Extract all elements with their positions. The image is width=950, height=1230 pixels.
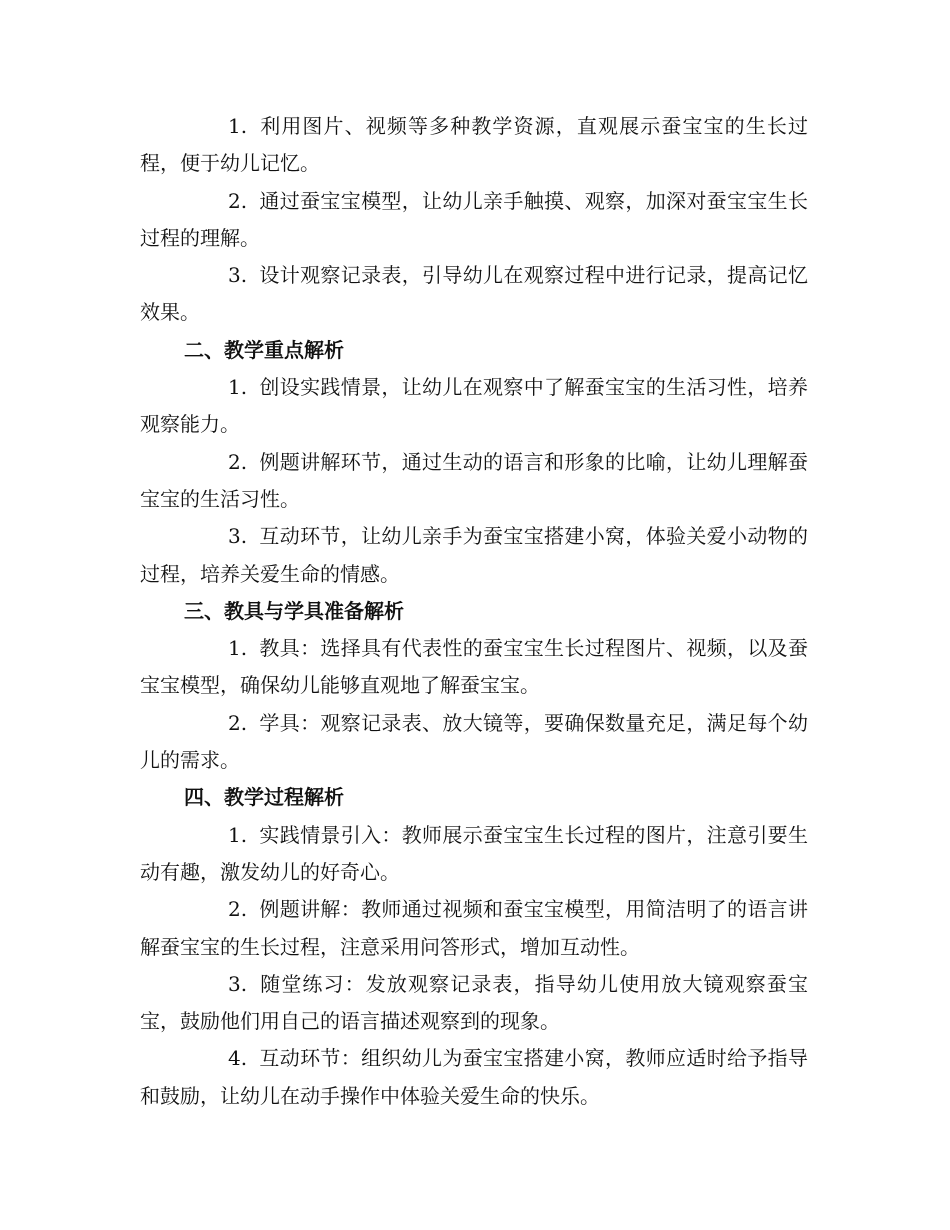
item-text: 互动环节：组织幼儿为蚕宝宝搭建小窝，教师应适时给予指导和鼓励，让幼儿在动手操作中体验关爱生命的快乐。	[140, 1046, 808, 1108]
item-text: 实践情景引入：教师展示蚕宝宝生长过程的图片，注意引要生动有趣，激发幼儿的好奇心。	[140, 822, 808, 884]
item-text: 教具：选择具有代表性的蚕宝宝生长过程图片、视频，以及蚕宝宝模型，确保幼儿能够直观地了解蚕宝宝。	[140, 636, 808, 698]
item-number: 1.	[228, 822, 248, 847]
list-item	[140, 705, 808, 780]
item-number: 2.	[228, 710, 248, 735]
list-item	[140, 257, 808, 332]
item-number: 3.	[228, 263, 248, 288]
item-text: 创设实践情景，让幼儿在观察中了解蚕宝宝的生活习性，培养观察能力。	[140, 375, 808, 437]
item-number: 2.	[228, 449, 248, 474]
item-text: 例题讲解：教师通过视频和蚕宝宝模型，用简洁明了的语言讲解蚕宝宝的生长过程，注意采用问答形式，增加互动性。	[140, 897, 808, 959]
item-number: 2.	[228, 188, 248, 213]
section-heading: 二、教学重点解析	[184, 337, 344, 362]
section-heading: 三、教具与学具准备解析	[184, 598, 404, 623]
item-number: 1.	[228, 375, 248, 400]
list-item	[140, 369, 808, 444]
list-item	[140, 817, 808, 892]
item-number: 2.	[228, 897, 248, 922]
item-number: 4.	[228, 1046, 248, 1071]
list-item	[140, 108, 808, 183]
item-text: 通过蚕宝宝模型，让幼儿亲手触摸、观察，加深对蚕宝宝生长过程的理解。	[140, 188, 808, 250]
list-item	[140, 630, 808, 705]
document-page	[140, 108, 808, 1115]
list-item	[140, 183, 808, 258]
list-item	[140, 891, 808, 966]
item-number: 1.	[228, 636, 248, 661]
item-text: 设计观察记录表，引导幼儿在观察过程中进行记录，提高记忆效果。	[140, 263, 808, 325]
item-number: 1.	[228, 114, 248, 138]
item-number: 3.	[228, 524, 248, 549]
item-text: 学具：观察记录表、放大镜等，要确保数量充足，满足每个幼儿的需求。	[140, 710, 808, 773]
item-text: 利用图片、视频等多种教学资源，直观展示蚕宝宝的生长过程，便于幼儿记忆。	[140, 114, 808, 176]
list-item	[140, 966, 808, 1041]
item-text: 例题讲解环节，通过生动的语言和形象的比喻，让幼儿理解蚕宝宝的生活习性。	[140, 449, 808, 511]
item-text: 互动环节，让幼儿亲手为蚕宝宝搭建小窝，体验关爱小动物的过程，培养关爱生命的情感。	[140, 524, 808, 586]
item-number: 3.	[228, 971, 248, 996]
list-item	[140, 444, 808, 519]
list-item	[140, 1040, 808, 1115]
item-text: 随堂练习：发放观察记录表，指导幼儿使用放大镜观察蚕宝宝，鼓励他们用自己的语言描述观察到的现象。	[140, 971, 808, 1034]
list-item	[140, 518, 808, 593]
section-heading: 四、教学过程解析	[184, 785, 344, 810]
